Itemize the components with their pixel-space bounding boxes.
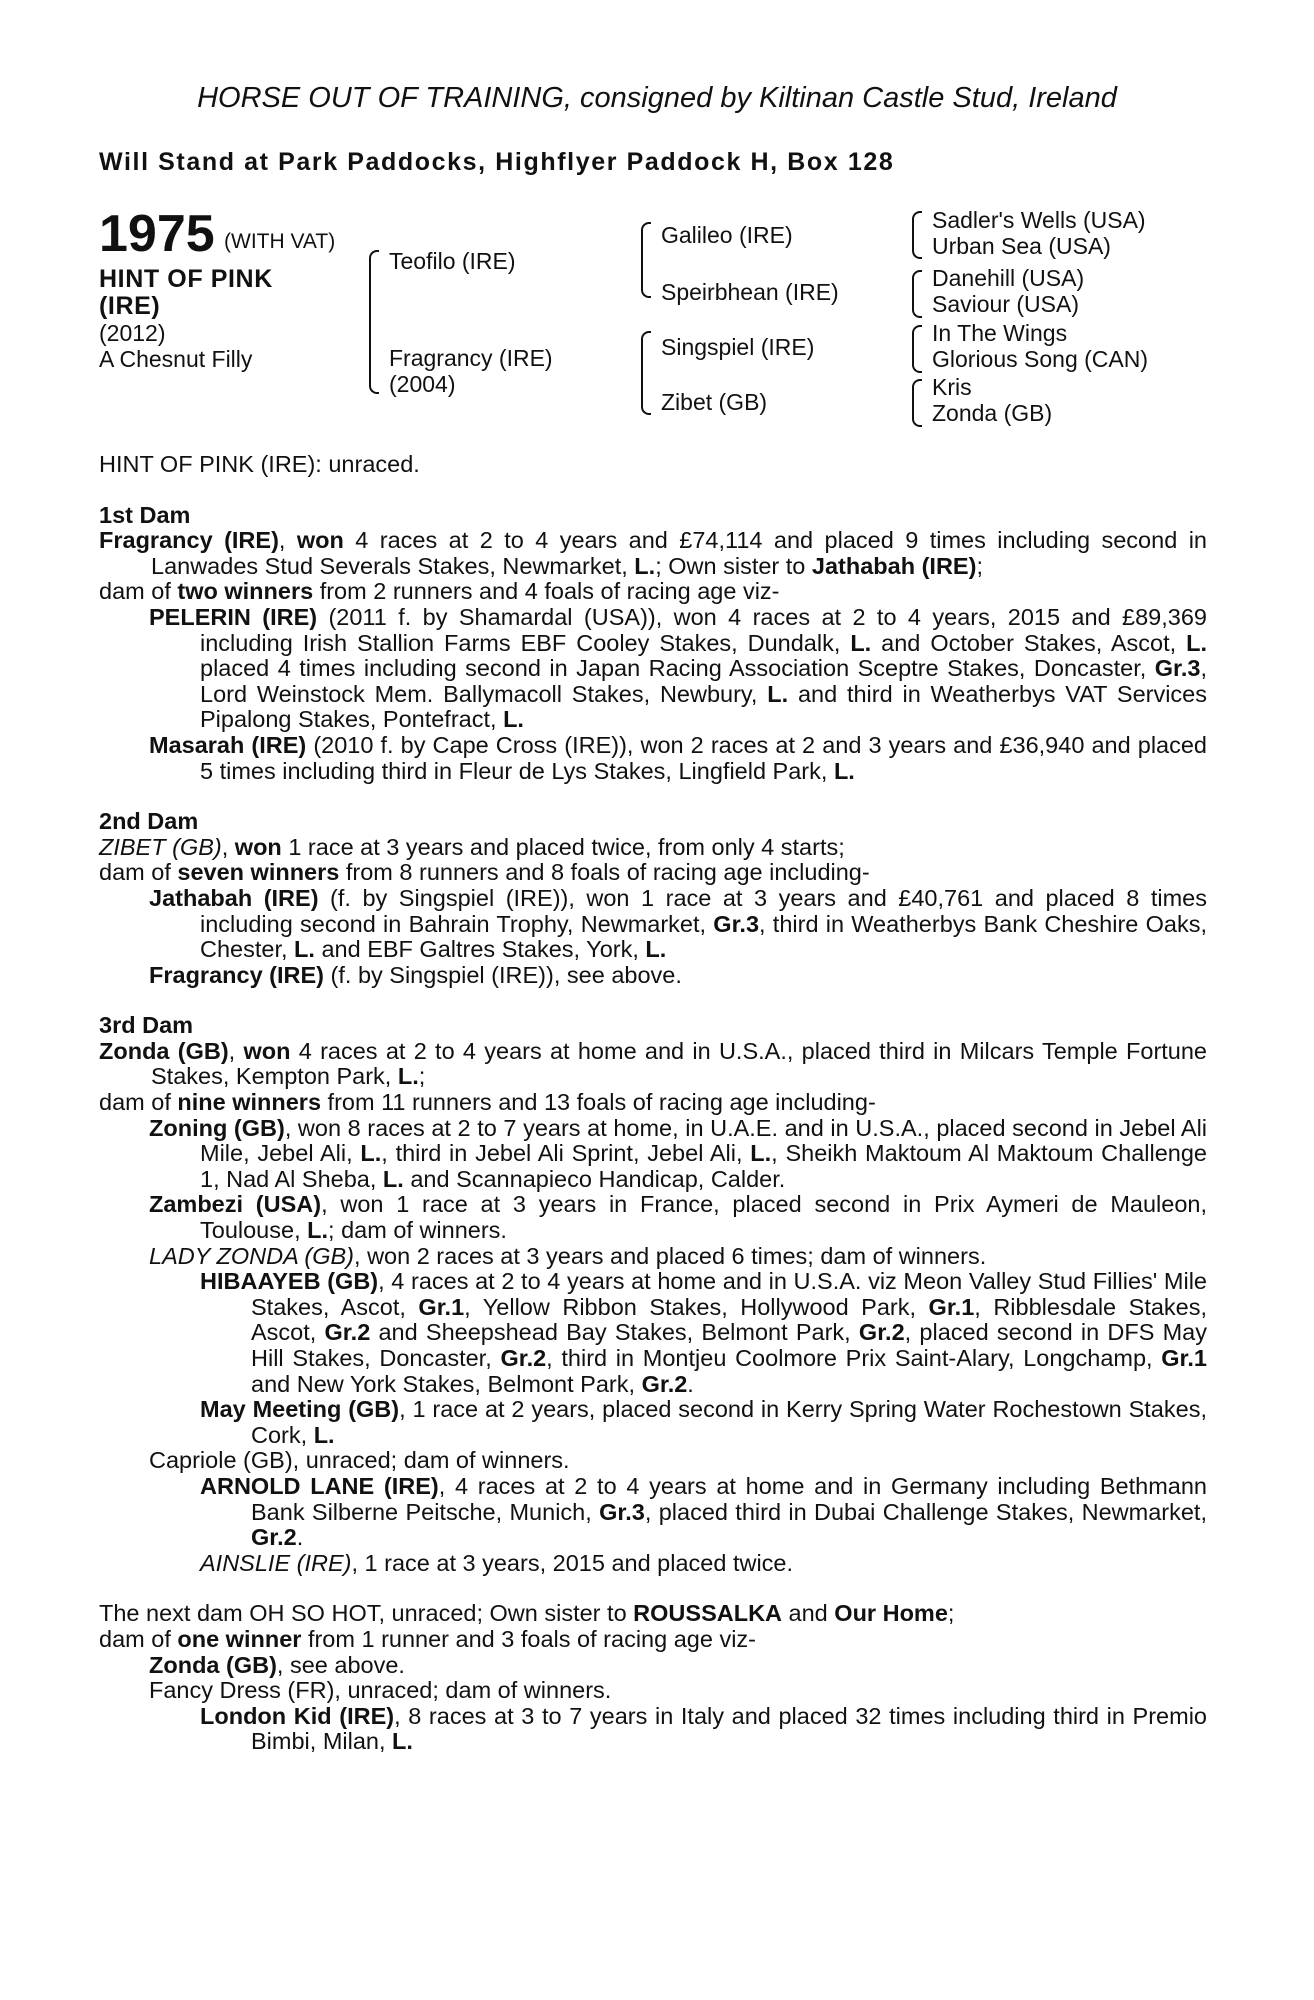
sire-dam: Speirbhean (IRE)	[661, 279, 839, 305]
page-title: HORSE OUT OF TRAINING, consigned by Kiltinan Castle Stud, Ireland	[197, 82, 1117, 114]
horse-description: A Chesnut Filly	[99, 346, 253, 372]
grand-produce-entry: ARNOLD LANE (IRE), 4 races at 2 to 4 years at home and in Germany including Bethmann Bank Silberne Peitsche, Munich, Gr.3, placed third in Dubai Challenge Stakes, Newmarket, Gr.2.	[200, 1472, 1208, 1551]
gen3-item: Danehill (USA)	[932, 265, 1085, 291]
pedigree-brace	[641, 331, 651, 415]
dam-sire: Singspiel (IRE)	[661, 334, 815, 360]
grand-produce-entry: London Kid (IRE), 8 races at 3 to 7 years in Italy and placed 32 times including third in Premio Bimbi, Milan, L.	[200, 1702, 1207, 1755]
horse-name	[99, 266, 273, 320]
next-dam-produce: dam of one winner from 1 runner and 3 foals of racing age viz-	[99, 1625, 756, 1652]
second-dam-produce: dam of seven winners from 8 runners and 8 foals of racing age including-	[99, 859, 870, 886]
produce-entry: Masarah (IRE) (2010 f. by Cape Cross (IRE)), won 2 races at 2 and 3 years and £36,940 and placed 5 times including third in Fleur de Lys Stakes, Lingfield Park, L.	[149, 731, 1207, 784]
vat-note: (WITH VAT)	[224, 230, 336, 253]
horse-name-line1: HINT OF PINK	[99, 265, 273, 293]
produce-entry: Zambezi (USA), won 1 race at 3 years in France, placed second in Prix Aymeri de Mauleon, Toulouse, L.; dam of winners.	[149, 1191, 1207, 1244]
pedigree-brace	[369, 250, 379, 394]
first-dam-record: Fragrancy (IRE), won 4 races at 2 to 4 years and £74,114 and placed 9 times including second in Lanwades Stud Severals Stakes, Newmarket, L.; Own sister to Jathabah (IRE);	[99, 527, 1207, 579]
first-dam-heading: 1st Dam	[99, 501, 191, 528]
gen3-item: Urban Sea (USA)	[932, 233, 1111, 259]
produce-entry: Fragrancy (IRE) (f. by Singspiel (IRE)), see above.	[149, 961, 682, 988]
produce-entry: LADY ZONDA (GB), won 2 races at 3 years and placed 6 times; dam of winners.	[149, 1242, 987, 1269]
stand-location: Will Stand at Park Paddocks, Highflyer Paddock H, Box 128	[99, 148, 895, 176]
pedigree-brace	[641, 222, 651, 298]
produce-entry: Zoning (GB), won 8 races at 2 to 7 years at home, in U.A.E. and in U.S.A., placed second in Jebel Ali Mile, Jebel Ali, L., third in Jebel Ali Sprint, Jebel Ali, L., Sheikh Maktoum Al Maktoum Challenge 1, Nad Al Sheba, L. and Scannapieco Handicap, Calder.	[149, 1114, 1208, 1192]
third-dam-record: Zonda (GB), won 4 races at 2 to 4 years at home and in U.S.A., placed third in Milcars Temple Fortune Stakes, Kempton Park, L.;	[99, 1037, 1208, 1090]
pedigree-brace	[912, 379, 922, 427]
produce-entry: Capriole (GB), unraced; dam of winners.	[149, 1447, 570, 1474]
produce-entry: PELERIN (IRE) (2011 f. by Shamardal (USA)), won 4 races at 2 to 4 years, 2015 and £89,369 including Irish Stallion Farms EBF Cooley Stakes, Dundalk, L. and October Stakes, Ascot, L. placed 4 times including second in Japan Racing Association Sceptre Stakes, Doncaster, Gr.3, Lord Weinstock Mem. Ballymacoll Stakes, Newbury, L. and third in Weatherbys VAT Services Pipalong Stakes, Pontefract, L.	[149, 603, 1208, 733]
third-dam-produce: dam of nine winners from 11 runners and 13 foals of racing age including-	[99, 1089, 876, 1116]
produce-entry: Zonda (GB), see above.	[149, 1651, 405, 1678]
gen3-item: Saviour (USA)	[932, 291, 1079, 317]
gen3-item: In The Wings	[932, 320, 1068, 346]
grand-produce-entry: AINSLIE (IRE), 1 race at 3 years, 2015 and placed twice.	[200, 1549, 794, 1576]
grand-produce-entry: HIBAAYEB (GB), 4 races at 2 to 4 years at home and in U.S.A. viz Meon Valley Stud Fillies' Mile Stakes, Ascot, Gr.1, Yellow Ribbon Stakes, Hollywood Park, Gr.1, Ribblesdale Stakes, Ascot, Gr.2 and Sheepshead Bay Stakes, Belmont Park, Gr.2, placed second in DFS May Hill Stakes, Doncaster, Gr.2, third in Montjeu Coolmore Prix Saint-Alary, Longchamp, Gr.1 and New York Stakes, Belmont Park, Gr.2.	[200, 1268, 1208, 1397]
dam-dam: Zibet (GB)	[661, 389, 768, 415]
race-record: HINT OF PINK (IRE): unraced.	[99, 451, 420, 477]
next-dam-record: The next dam OH SO HOT, unraced; Own sister to ROUSSALKA and Our Home;	[99, 1600, 955, 1627]
pedigree-brace	[912, 211, 922, 259]
dam	[389, 345, 553, 397]
first-dam-produce: dam of two winners from 2 runners and 4 foals of racing age viz-	[99, 578, 780, 605]
gen3-item: Zonda (GB)	[932, 400, 1053, 426]
sire: Teofilo (IRE)	[389, 248, 516, 274]
second-dam-heading: 2nd Dam	[99, 808, 199, 835]
catalogue-body	[99, 452, 1207, 1755]
produce-entry: Jathabah (IRE) (f. by Singspiel (IRE)), won 1 race at 3 years and £40,761 and placed 8 times including second in Bahrain Trophy, Newmarket, Gr.3, third in Weatherbys Bank Cheshire Oaks, Chester, L. and EBF Galtres Stakes, York, L.	[149, 884, 1207, 963]
gen3-item: Sadler's Wells (USA)	[932, 207, 1146, 233]
produce-entry: Fancy Dress (FR), unraced; dam of winners.	[149, 1677, 612, 1704]
dam-year: (2004)	[389, 371, 456, 397]
third-dam-heading: 3rd Dam	[99, 1012, 194, 1039]
lot-number: 1975	[99, 205, 215, 263]
pedigree-brace	[912, 270, 922, 318]
gen3-item: Kris	[932, 374, 972, 400]
dam-name: Fragrancy (IRE)	[389, 345, 553, 371]
sire-sire: Galileo (IRE)	[661, 222, 793, 248]
grand-produce-entry: May Meeting (GB), 1 race at 2 years, placed second in Kerry Spring Water Rochestown Stakes, Cork, L.	[200, 1396, 1207, 1448]
horse-year: (2012)	[99, 320, 166, 346]
gen3-item: Glorious Song (CAN)	[932, 346, 1149, 372]
horse-name-line2: (IRE)	[99, 292, 161, 320]
pedigree-brace	[912, 325, 922, 373]
second-dam-record: ZIBET (GB), won 1 race at 3 years and placed twice, from only 4 starts;	[99, 833, 845, 860]
